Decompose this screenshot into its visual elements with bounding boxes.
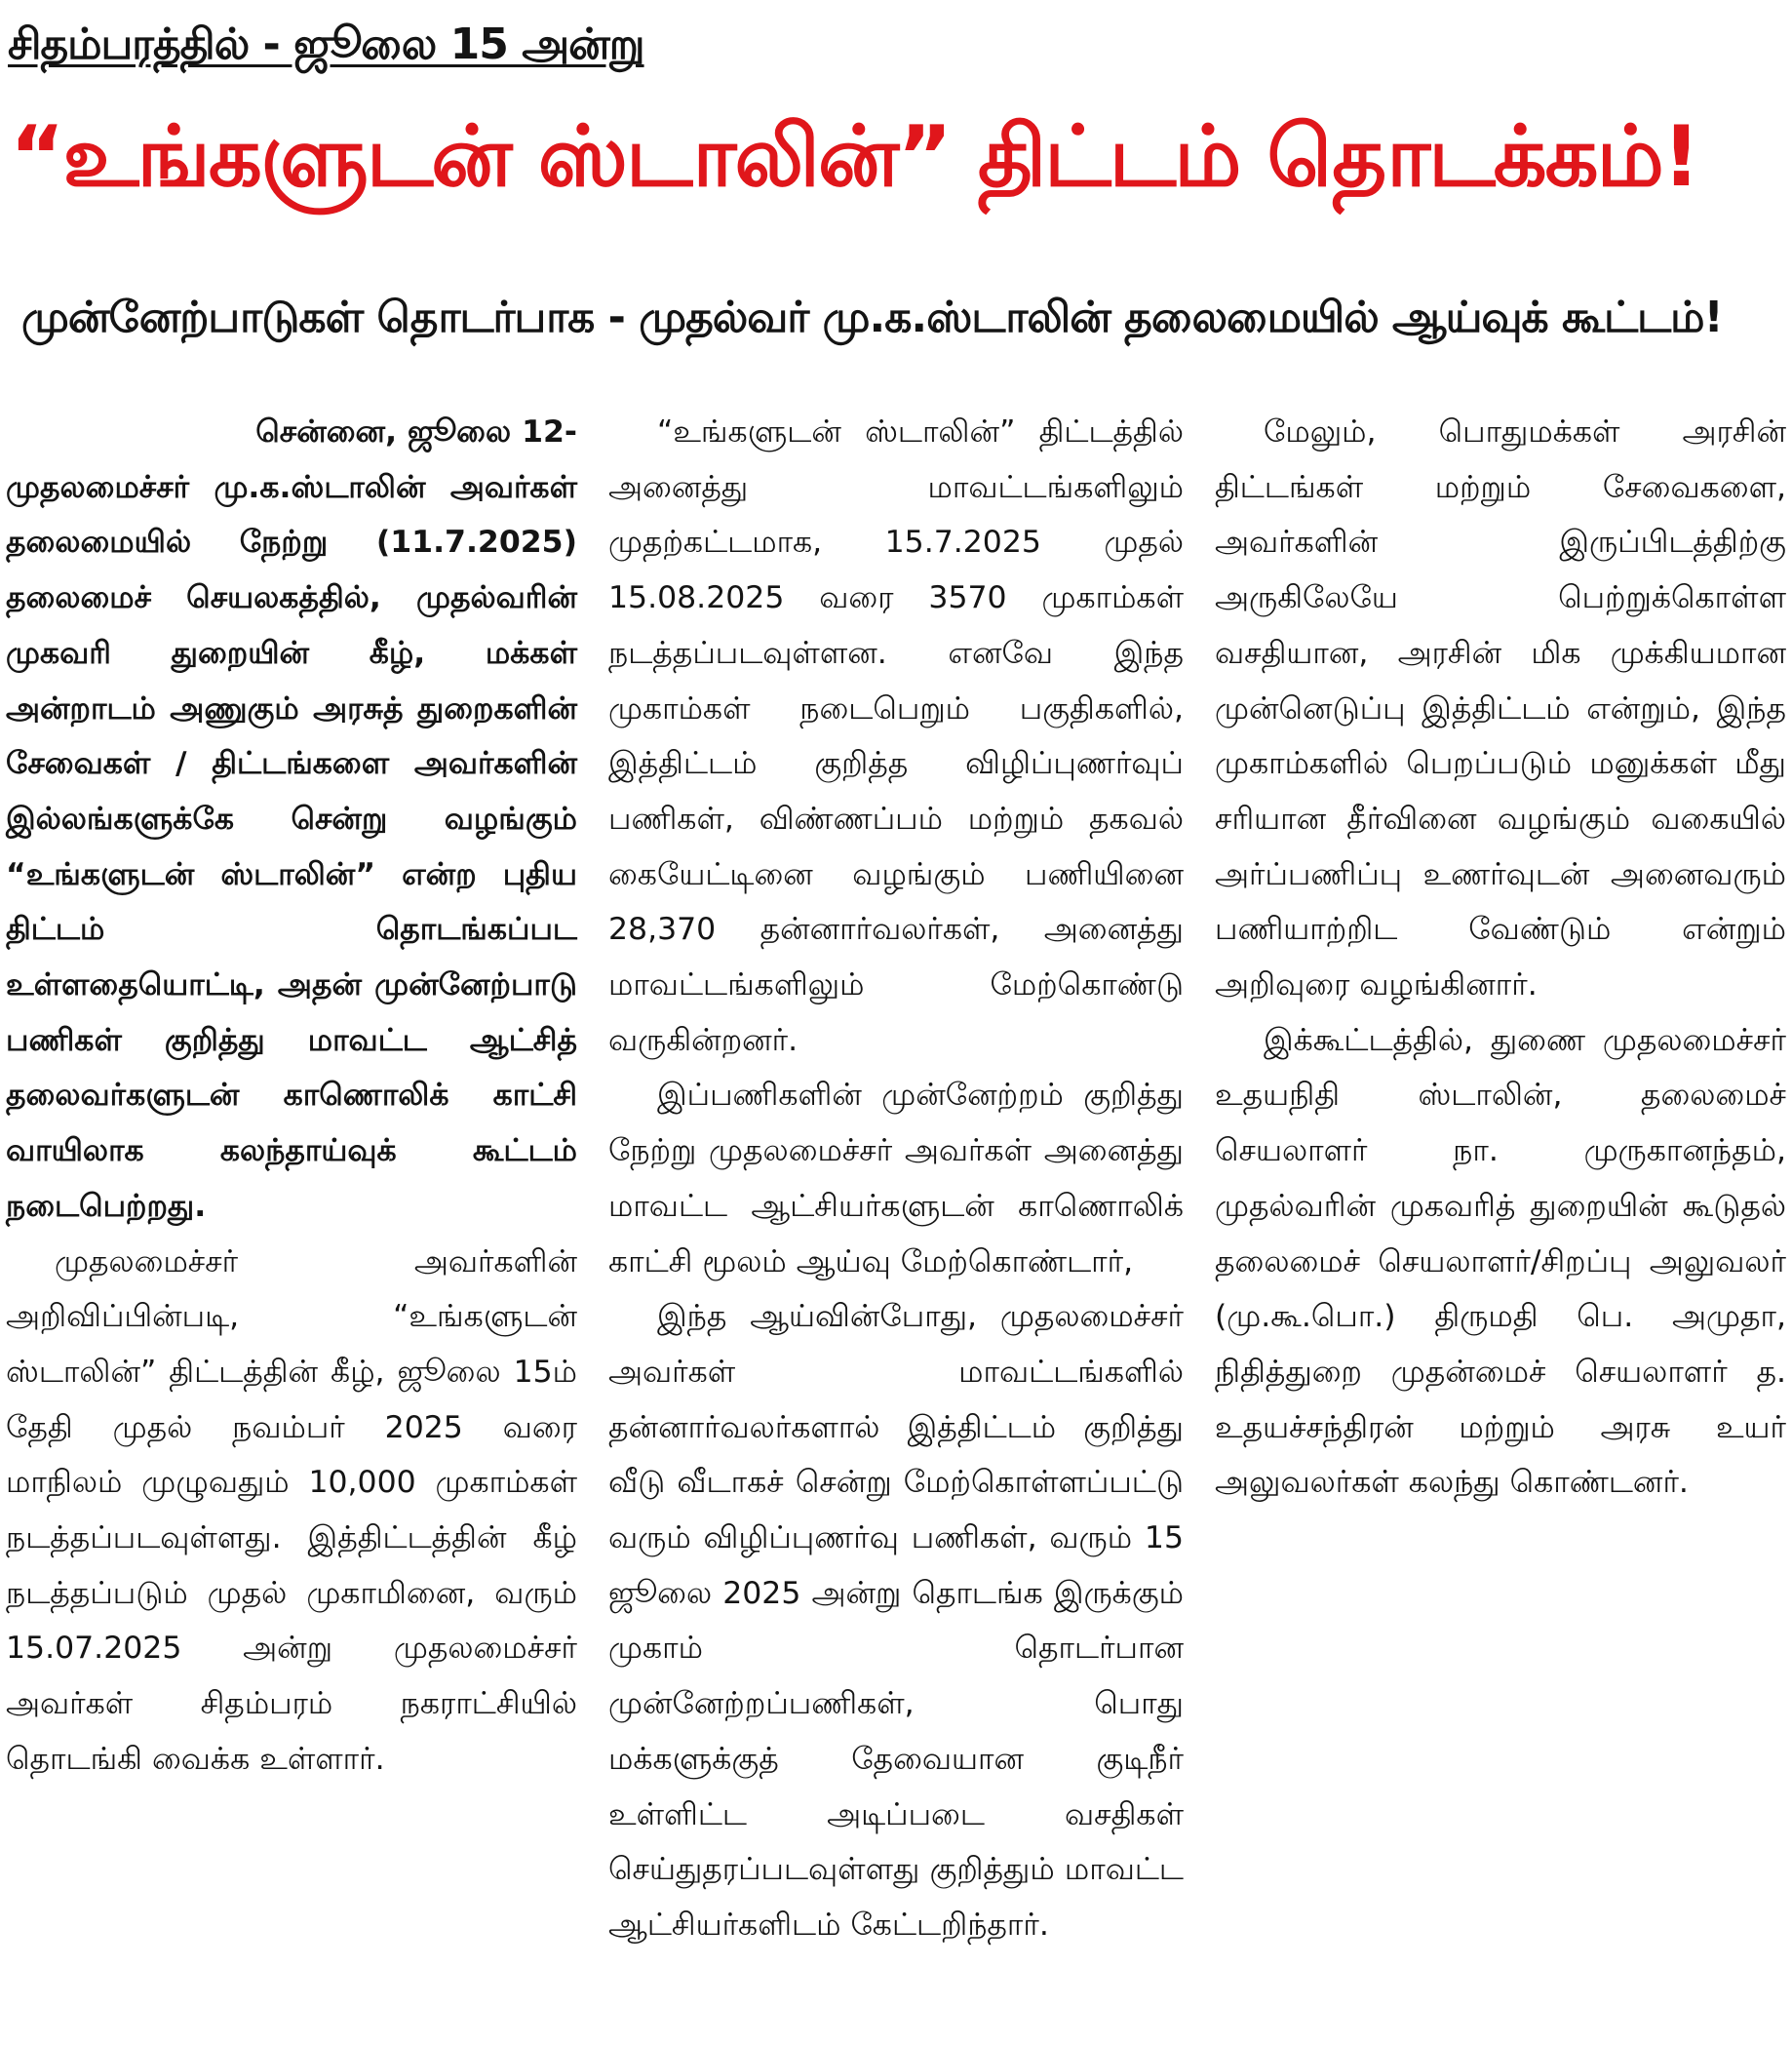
- paragraph-1: முதலமைச்சர் அவர்களின் அறிவிப்பின்படி, “உங்களுடன் ஸ்டாலின்” திட்டத்தின் கீழ், ஜூலை 15ம் தேதி முதல் நவம்பர் 2025 வரை மாநிலம் முழுவதும் 10,000 முகாம்கள் நடத்தப்படவுள்ளது. இத்திட்டத்தின் கீழ் நடத்தப்படும் முதல் முகாமினை, வரும் 15.07.2025 அன்று முதலமைச்சர் அவர்கள் சிதம்பரம் நகராட்சியில் தொடங்கி வைக்க உள்ளார்.: [6, 1243, 577, 1777]
- paragraph-6: இக்கூட்டத்தில், துணை முதலமைச்சர் உதயநிதி ஸ்டாலின், தலைமைச் செயலாளர் நா. முருகானந்தம், முதல்வரின் முகவரித் துறையின் கூடுதல் தலைமைச் செயலாளர்/சிறப்பு அலுவலர் (மு.கூ.பொ.) திருமதி பெ. அமுதா, நிதித்துறை முதன்மைச் செயலாளர் த. உதயச்சந்திரன் மற்றும் அரசு உயர் அலுவலர்கள் கலந்து கொண்டனர்.: [1215, 1022, 1786, 1501]
- paragraph-5: மேலும், பொதுமக்கள் அரசின் திட்டங்கள் மற்றும் சேவைகளை, அவர்களின் இருப்பிடத்திற்கு அருகிலேயே பெற்றுக்கொள்ள வசதியான, அரசின் மிக முக்கியமான முன்னெடுப்பு இத்திட்டம் என்றும், இந்த முகாம்களில் பெறப்படும் மனுக்கள் மீது சரியான தீர்வினை வழங்கும் வகையில் அர்ப்பணிப்பு உணர்வுடன் அனைவரும் பணியாற்றிட வேண்டும் என்றும் அறிவுரை வழங்கினார்.: [1215, 414, 1786, 1003]
- column-2: [608, 405, 1184, 1953]
- headline: “உங்களுடன் ஸ்டாலின்” திட்டம் தொடக்கம்!: [10, 108, 1699, 206]
- column-1: [6, 405, 577, 1788]
- column-3: [1215, 405, 1786, 1511]
- paragraph-3: இப்பணிகளின் முன்னேற்றம் குறித்து நேற்று முதலமைச்சர் அவர்கள் அனைத்து மாவட்ட ஆட்சியர்களுடன் காணொலிக் காட்சி மூலம் ஆய்வு மேற்கொண்டார்,: [608, 1078, 1184, 1279]
- lead-paragraph: முதலமைச்சர் மு.க.ஸ்டாலின் அவர்கள் தலைமையில் நேற்று (11.7.2025) தலைமைச் செயலகத்தில், முதல்வரின் முகவரி துறையின் கீழ், மக்கள் அன்றாடம் அணுகும் அரசுத் துறைகளின் சேவைகள் / திட்டங்களை அவர்களின் இல்லங்களுக்கே சென்று வழங்கும் “உங்களுடன் ஸ்டாலின்” என்ற புதிய திட்டம் தொடங்கப்பட உள்ளதையொட்டி, அதன் முன்னேற்பாடு பணிகள் குறித்து மாவட்ட ஆட்சித் தலைவர்களுடன் காணொலிக் காட்சி வாயிலாக கலந்தாய்வுக் கூட்டம் நடைபெற்றது.: [6, 469, 577, 1224]
- subheadline: முன்னேற்பாடுகள் தொடர்பாக - முதல்வர் மு.க.ஸ்டாலின் தலைமையில் ஆய்வுக் கூட்டம்!: [21, 293, 1723, 342]
- paragraph-4: இந்த ஆய்வின்போது, முதலமைச்சர் அவர்கள் மாவட்டங்களில் தன்னார்வலர்களால் இத்திட்டம் குறித்து வீடு வீடாகச் சென்று மேற்கொள்ளப்பட்டு வரும் விழிப்புணர்வு பணிகள், வரும் 15 ஜூலை 2025 அன்று தொடங்க இருக்கும் முகாம் தொடர்பான முன்னேற்றப்பணிகள், பொது மக்களுக்குத் தேவையான குடிநீர் உள்ளிட்ட அடிப்படை வசதிகள் செய்துதரப்படவுள்ளது குறித்தும் மாவட்ட ஆட்சியர்களிடம் கேட்டறிந்தார்.: [608, 1299, 1184, 1943]
- paragraph-2: “உங்களுடன் ஸ்டாலின்” திட்டத்தில் அனைத்து மாவட்டங்களிலும் முதற்கட்டமாக, 15.7.2025 முதல் 15.08.2025 வரை 3570 முகாம்கள் நடத்தப்படவுள்ளன. எனவே இந்த முகாம்கள் நடைபெறும் பகுதிகளில், இத்திட்டம் குறித்த விழிப்புணர்வுப் பணிகள், விண்ணப்பம் மற்றும் தகவல் கையேட்டினை வழங்கும் பணியினை 28,370 தன்னார்வலர்கள், அனைத்து மாவட்டங்களிலும் மேற்கொண்டு வருகின்றனர்.: [608, 414, 1184, 1058]
- kicker-heading: சிதம்பரத்தில் - ஜூலை 15 அன்று: [8, 20, 644, 69]
- dateline: சென்னை, ஜூலை 12-: [255, 414, 577, 450]
